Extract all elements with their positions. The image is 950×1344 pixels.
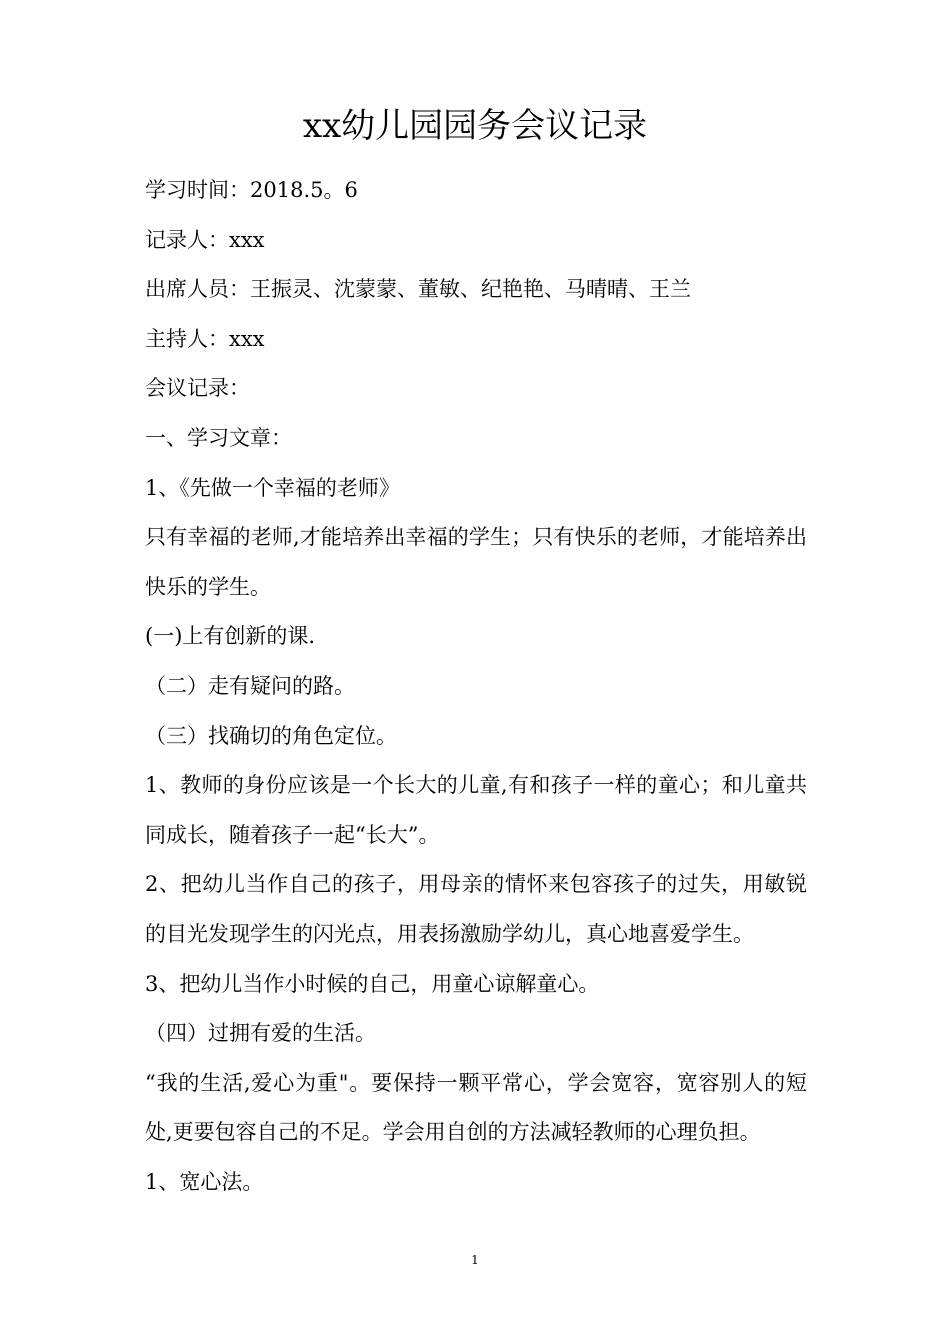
list-item: 2、把幼儿当作自己的孩子，用母亲的情怀来包容孩子的过失，用敏锐的目光发现学生的闪光点，用表扬激励学幼儿，真心地喜爱学生。 (145, 872, 807, 946)
list-item: 1、宽心法。 (145, 1169, 264, 1194)
subsection-heading: （四）过拥有爱的生活。 (145, 1021, 376, 1046)
section-heading: 一、学习文章： (145, 425, 292, 450)
paragraph-study-time: 学习时间：2018.5。6 (145, 178, 358, 202)
subsection-heading: （二）走有疑问的路。 (145, 673, 355, 698)
document-title: xx幼儿园园务会议记录 (302, 106, 648, 146)
paragraph-meeting-record: 会议记录： (145, 376, 250, 401)
paragraph-recorder: 记录人：xxx (145, 227, 265, 252)
document-body (145, 166, 807, 1207)
article-title: 1、《先做一个幸福的老师》 (145, 475, 400, 500)
list-item: 1、教师的身份应该是一个长大的儿童,有和孩子一样的童心；和儿童共同成长，随着孩子一起“长大”。 (145, 773, 807, 847)
paragraph-attendees: 出席人员：王振灵、沈蒙蒙、董敏、纪艳艳、马晴晴、王兰 (145, 277, 691, 302)
paragraph-host: 主持人：xxx (145, 326, 265, 351)
paragraph: 只有幸福的老师,才能培养出幸福的学生；只有快乐的老师，才能培养出快乐的学生。 (145, 525, 807, 599)
subsection-heading: (一)上有创新的课. (145, 624, 316, 649)
subsection-heading: （三）找确切的角色定位。 (145, 723, 397, 748)
page-number: 1 (471, 1253, 479, 1267)
paragraph: “我的生活,爱心为重"。要保持一颗平常心，学会宽容，宽容别人的短处,更要包容自己的不足。学会用自创的方法减轻教师的心理负担。 (145, 1070, 807, 1145)
list-item: 3、把幼儿当作小时候的自己，用童心谅解童心。 (145, 971, 600, 996)
